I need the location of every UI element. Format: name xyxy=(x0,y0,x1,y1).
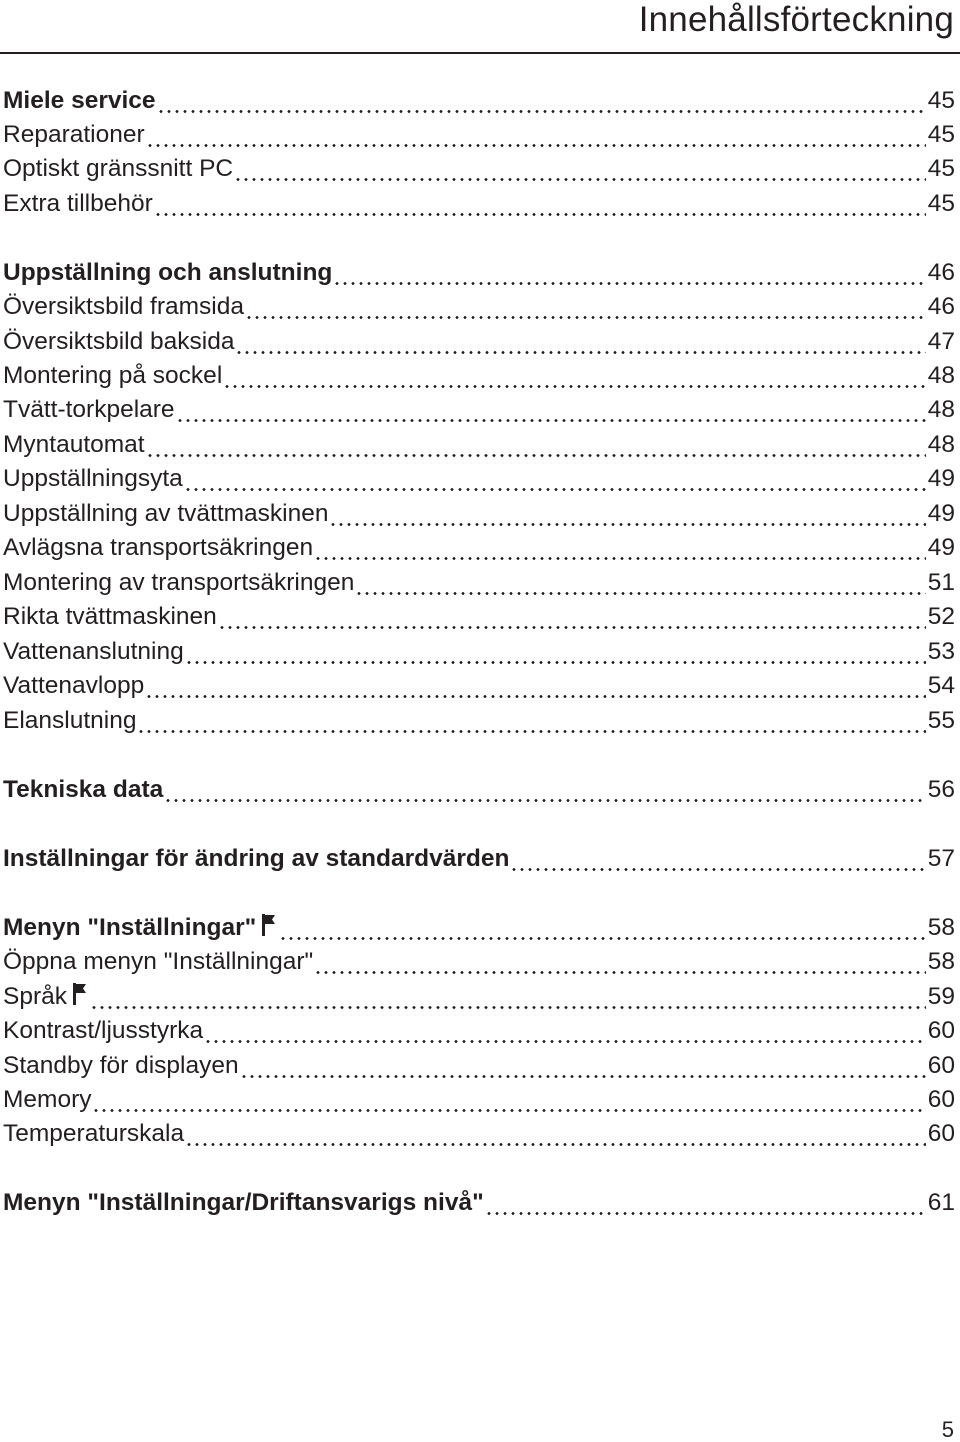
toc-entry-page: 45 xyxy=(927,190,955,217)
toc-entry-page: 60 xyxy=(927,1052,955,1079)
toc-dot-leader xyxy=(137,704,925,738)
toc-entry-label-wrap xyxy=(3,187,153,221)
toc-entry-label-wrap xyxy=(3,359,222,393)
toc-entry-label: Optiskt gränssnitt PC xyxy=(3,155,234,182)
toc-dot-leader xyxy=(157,84,926,118)
toc-entry[interactable] xyxy=(3,842,955,876)
toc-entry-label: Menyn "Inställningar/Driftansvarigs nivå" xyxy=(3,1189,484,1216)
toc-dot-leader xyxy=(314,945,926,979)
toc-entry-label-wrap xyxy=(3,428,145,462)
toc-entry-page: 58 xyxy=(927,914,955,941)
toc-entry-label-wrap xyxy=(3,600,217,634)
toc-entry-page: 54 xyxy=(927,672,955,699)
toc-entry[interactable] xyxy=(3,152,955,186)
toc-entry[interactable] xyxy=(3,945,955,979)
toc-entry-label: Temperaturskala xyxy=(3,1120,185,1147)
toc-entry-label-wrap xyxy=(3,531,313,565)
toc-dot-leader xyxy=(279,911,925,945)
toc-entry-label: Elanslutning xyxy=(3,707,137,734)
toc-entry-label: Uppställning av tvättmaskinen xyxy=(3,500,329,527)
toc-entry[interactable] xyxy=(3,1083,955,1117)
toc-entry-label: Miele service xyxy=(3,87,156,114)
toc-dot-leader xyxy=(184,462,926,496)
toc-entry[interactable] xyxy=(3,290,955,324)
toc-dot-leader xyxy=(146,118,926,152)
toc-entry-page: 60 xyxy=(927,1086,955,1113)
toc-entry-label-wrap xyxy=(3,945,313,979)
toc-entry-page: 56 xyxy=(927,776,955,803)
toc-entry-label: Kontrast/ljusstyrka xyxy=(3,1017,204,1044)
toc-entry-page: 52 xyxy=(927,603,955,630)
toc-dot-leader xyxy=(240,1049,926,1083)
toc-entry[interactable] xyxy=(3,1014,955,1048)
toc-entry[interactable] xyxy=(3,773,955,807)
toc-entry-page: 55 xyxy=(927,707,955,734)
toc-entry-label-wrap xyxy=(3,1117,184,1151)
toc-dot-leader xyxy=(329,497,925,531)
toc-entry-label-wrap xyxy=(3,669,144,703)
toc-entry-page: 61 xyxy=(927,1189,955,1216)
toc-entry[interactable] xyxy=(3,566,955,600)
toc-dot-leader xyxy=(185,635,926,669)
toc-entry[interactable] xyxy=(3,531,955,565)
toc-entry-label-wrap xyxy=(3,290,244,324)
toc-entry[interactable] xyxy=(3,256,955,290)
toc-dot-leader xyxy=(485,1186,926,1220)
toc-dot-leader xyxy=(355,566,925,600)
toc-entry[interactable] xyxy=(3,497,955,531)
toc-entry-label-wrap xyxy=(3,911,278,945)
toc-entry-page: 57 xyxy=(927,845,955,872)
toc-entry-label-wrap xyxy=(3,1049,239,1083)
toc-entry-label-wrap xyxy=(3,256,332,290)
toc-entry-page: 48 xyxy=(927,362,955,389)
toc-entry-page: 49 xyxy=(927,465,955,492)
toc-entry-label: Menyn "Inställningar" xyxy=(3,914,257,941)
toc-entry[interactable] xyxy=(3,84,955,118)
toc-entry[interactable] xyxy=(3,911,955,945)
toc-dot-leader xyxy=(90,980,926,1014)
toc-entry[interactable] xyxy=(3,600,955,634)
toc-entry-label: Tvätt-torkpelare xyxy=(3,396,175,423)
toc-entry-page: 59 xyxy=(927,983,955,1010)
toc-entry-page: 48 xyxy=(927,396,955,423)
toc-entry-label: Uppställningsyta xyxy=(3,465,183,492)
toc-entry[interactable] xyxy=(3,359,955,393)
toc-entry[interactable] xyxy=(3,980,955,1014)
toc-dot-leader xyxy=(235,325,925,359)
toc-entry-label: Myntautomat xyxy=(3,431,145,458)
toc-entry[interactable] xyxy=(3,325,955,359)
toc-entry-page: 45 xyxy=(927,87,955,114)
toc-dot-leader xyxy=(176,393,926,427)
toc-entry[interactable] xyxy=(3,187,955,221)
toc-entry-label: Översiktsbild baksida xyxy=(3,328,235,355)
toc-dot-leader xyxy=(223,359,925,393)
toc-dot-leader xyxy=(234,152,926,186)
toc-dot-leader xyxy=(218,600,926,634)
toc-entry-label-wrap xyxy=(3,393,175,427)
toc-entry-label-wrap xyxy=(3,1186,484,1220)
toc-entry[interactable] xyxy=(3,393,955,427)
toc-entry-label: Montering av transportsäkringen xyxy=(3,569,355,596)
toc-entry-page: 45 xyxy=(927,155,955,182)
flag-icon xyxy=(262,914,276,936)
toc-entry-label-wrap xyxy=(3,566,354,600)
toc-entry[interactable] xyxy=(3,462,955,496)
toc-dot-leader xyxy=(146,428,926,462)
toc-entry-label-wrap xyxy=(3,1014,203,1048)
toc-entry-page: 47 xyxy=(927,328,955,355)
toc-dot-leader xyxy=(164,773,926,807)
toc-entry[interactable] xyxy=(3,669,955,703)
toc-entry[interactable] xyxy=(3,1049,955,1083)
toc-entry-label: Vattenavlopp xyxy=(3,672,145,699)
flag-icon xyxy=(73,983,87,1005)
toc-entry-label: Extra tillbehör xyxy=(3,190,153,217)
toc-entry[interactable] xyxy=(3,635,955,669)
toc-dot-leader xyxy=(154,187,926,221)
toc-entry-label-wrap xyxy=(3,84,156,118)
toc-entry[interactable] xyxy=(3,1186,955,1220)
toc-entry-label-wrap xyxy=(3,497,328,531)
toc-entry[interactable] xyxy=(3,428,955,462)
toc-dot-leader xyxy=(204,1014,926,1048)
toc-entry-page: 60 xyxy=(927,1120,955,1147)
toc-entry-page: 60 xyxy=(927,1017,955,1044)
table-of-contents xyxy=(3,0,955,1442)
toc-entry-page: 49 xyxy=(927,534,955,561)
toc-entry-label-wrap xyxy=(3,152,233,186)
toc-dot-leader xyxy=(245,290,926,324)
toc-entry-page: 49 xyxy=(927,500,955,527)
toc-entry-label-wrap xyxy=(3,635,184,669)
toc-entry-page: 53 xyxy=(927,638,955,665)
toc-entry-label: Memory xyxy=(3,1086,92,1113)
toc-entry-label: Tekniska data xyxy=(3,776,164,803)
page-number: 5 xyxy=(941,1417,954,1442)
toc-entry-label: Reparationer xyxy=(3,121,145,148)
toc-entry-label-wrap xyxy=(3,118,145,152)
toc-entry-label: Montering på sockel xyxy=(3,362,223,389)
toc-dot-leader xyxy=(510,842,925,876)
toc-entry-label-wrap xyxy=(3,842,509,876)
toc-entry-page: 45 xyxy=(927,121,955,148)
toc-entry-label-wrap xyxy=(3,773,163,807)
toc-entry-label-wrap xyxy=(3,1083,91,1117)
toc-entry[interactable] xyxy=(3,704,955,738)
toc-entry-label: Vattenanslutning xyxy=(3,638,184,665)
toc-entry-page: 51 xyxy=(927,569,955,596)
toc-entry-label-wrap xyxy=(3,325,234,359)
toc-entry-page: 58 xyxy=(927,948,955,975)
page-title: Innehållsförteckning xyxy=(638,0,954,39)
toc-dot-leader xyxy=(185,1117,926,1151)
toc-entry-label: Rikta tvättmaskinen xyxy=(3,603,217,630)
toc-entry-label: Avlägsna transportsäkringen xyxy=(3,534,314,561)
toc-entry-page: 48 xyxy=(927,431,955,458)
toc-entry-label: Öppna menyn "Inställningar" xyxy=(3,948,314,975)
toc-entry-label-wrap xyxy=(3,980,89,1014)
toc-dot-leader xyxy=(333,256,925,290)
toc-entry-label: Standby för displayen xyxy=(3,1052,239,1079)
toc-entry-label: Språk xyxy=(3,983,68,1010)
toc-dot-leader xyxy=(314,531,926,565)
toc-entry[interactable] xyxy=(3,1117,955,1151)
toc-entry-page: 46 xyxy=(927,259,955,286)
toc-entry-label: Uppställning och anslutning xyxy=(3,259,333,286)
toc-dot-leader xyxy=(145,669,926,703)
toc-entry-label-wrap xyxy=(3,462,183,496)
toc-entry-label: Översiktsbild framsida xyxy=(3,293,244,320)
toc-entry-page: 46 xyxy=(927,293,955,320)
toc-entry[interactable] xyxy=(3,118,955,152)
toc-entry-label: Inställningar för ändring av standardvärden xyxy=(3,845,510,872)
toc-dot-leader xyxy=(92,1083,925,1117)
toc-entry-label-wrap xyxy=(3,704,136,738)
